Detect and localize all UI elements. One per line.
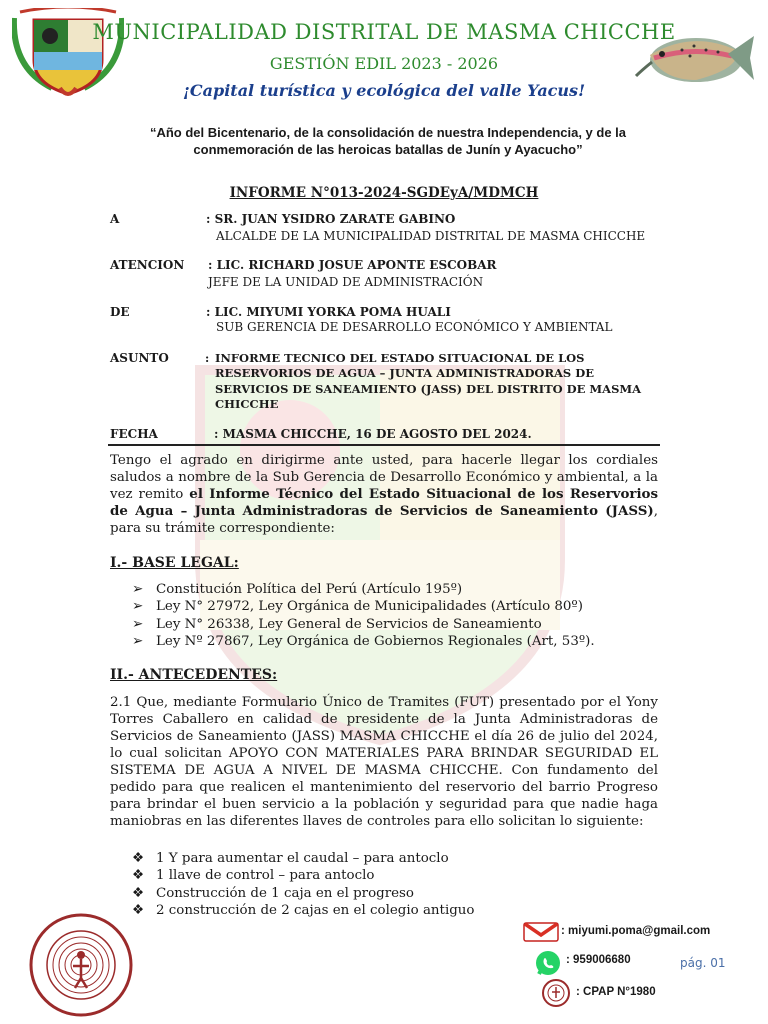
field-asunto-value [205,351,645,413]
municipality-title: MUNICIPALIDAD DISTRITAL DE MASMA CHICCHE [92,20,676,44]
list-item-text: Construcción de 1 caja en el progreso [156,885,414,901]
list-item-text: Constitución Política del Perú (Artículo 195º) [156,582,463,597]
field-atencion-role: JEFE DE LA UNIDAD DE ADMINISTRACIÓN [208,275,484,289]
page-number: pág. 01 [680,956,726,970]
diamond-bullet-icon: ❖ [132,851,145,866]
field-fecha-label: FECHA [110,427,158,441]
diamond-bullet-icon: ❖ [132,868,145,884]
list-item [132,902,474,919]
diamond-bullet-icon: ❖ [132,902,145,918]
list-item [132,616,595,633]
field-de-name: : LIC. MIYUMI YORKA POMA HUALI [206,305,451,319]
field-de-role: SUB GERENCIA DE DESARROLLO ECONÓMICO Y AMBIENTAL [216,320,613,334]
whatsapp-icon [535,950,561,976]
intro-text-1: Tengo el agrado en dirigirme ante usted, para hacerle llegar los cordiales saludos a nombre de la Sub Gerencia de Desarrollo Económico y ambiental, a la vez remito [110,453,658,502]
arrow-bullet-icon: ➢ [132,633,144,649]
field-asunto-text: INFORME TECNICO DEL ESTADO SITUACIONAL DE LOS RESERVORIOS DE AGUA – JUNTA ADMINISTRADORAS DE SERVICIOS DE SANEAMIENTO (JASS) DEL DISTRITO DE MASMA CHICCHE [215,351,642,412]
section-antecedentes-heading: II.- ANTECEDENTES: [110,667,278,683]
report-number: INFORME N°013-2024-SGDEyA/MDMCH [229,185,539,201]
arrow-bullet-icon: ➢ [132,582,144,597]
contact-phone: : 959006680 [566,954,631,966]
list-item [132,867,474,884]
contact-cpap: : CPAP N°1980 [576,986,656,998]
field-a-name: : SR. JUAN YSIDRO ZARATE GABINO [206,212,456,226]
field-atencion-label: ATENCION [110,258,185,272]
year-motto: “Año del Bicentenario, de la consolidación de nuestra Independencia, y de la conmemoración de las heroicas batallas de Junín y Ayacucho” [149,125,627,157]
field-a-role: ALCALDE DE LA MUNICIPALIDAD DISTRITAL DE MASMA CHICCHE [216,229,646,243]
field-atencion-name: : LIC. RICHARD JOSUE APONTE ESCOBAR [208,258,497,272]
slogan: ¡Capital turística y ecológica del valle Yacus! [182,81,586,100]
field-a-label: A [110,212,120,226]
intro-paragraph [110,452,658,537]
list-item [132,850,474,867]
anthropologists-college-seal [26,910,136,1020]
list-item-text: 1 Y para aumentar el caudal – para antoclo [156,851,449,866]
list-item-text: 2 construcción de 2 cajas en el colegio antiguo [156,902,475,918]
antecedentes-paragraph: 2.1 Que, mediante Formulario Único de Tramites (FUT) presentado por el Yony Torres Caballero en calidad de presidente de la Junta Administradoras de Servicios de Saneamiento (JASS) MASMA CHICCHE el día 26 de julio del 2024, lo cual solicitan APOYO CON MATERIALES PARA BRINDAR SEGURIDAD EL SISTEMA DE AGUA A NIVEL DE MASMA CHICCHE. Con fundamento del pedido para que realicen el mantenimiento del reservorio del barrio Progreso para brindar el buen servicio a la población y seguridad para que nadie haga maniobras en las diferentes llaves de controles para ello solicitan lo siguiente: [110,695,658,829]
base-legal-list [132,581,595,650]
list-item-text: Ley N° 27972, Ley Orgánica de Municipalidades (Artículo 80º) [156,599,583,615]
gmail-icon [523,922,559,942]
list-item [132,885,474,902]
diamond-bullet-icon: ❖ [132,885,145,901]
field-asunto-colon: : [205,351,210,365]
field-asunto-label: ASUNTO [110,351,169,365]
contact-email: : miyumi.poma@gmail.com [561,925,711,937]
arrow-bullet-icon: ➢ [132,616,144,632]
list-item-text: Ley N° 26338, Ley General de Servicios de Saneamiento [156,616,542,632]
section-base-legal-heading: I.- BASE LEGAL: [110,555,239,571]
list-item [132,633,595,650]
list-item-text: Ley Nº 27867, Ley Orgánica de Gobiernos Regionales (Art, 53º). [156,633,595,649]
header-divider [108,444,660,446]
list-item-text: 1 llave de control – para antoclo [156,868,375,884]
intro-text-2: , para su trámite correspondiente: [110,504,658,536]
arrow-bullet-icon: ➢ [132,599,144,615]
list-item [132,598,595,615]
intro-text-bold: el Informe Técnico del Estado Situacional de los Reservorios de Agua – Junta Administradoras de Servicios de Saneamiento (JASS) [110,486,658,519]
request-list [132,850,474,919]
management-period: GESTIÓN EDIL 2023 - 2026 [269,54,499,73]
field-fecha-value: : MASMA CHICCHE, 16 DE AGOSTO DEL 2024. [214,427,532,441]
list-item [132,581,595,598]
field-de-label: DE [110,305,130,319]
cpap-seal-icon [541,978,571,1008]
